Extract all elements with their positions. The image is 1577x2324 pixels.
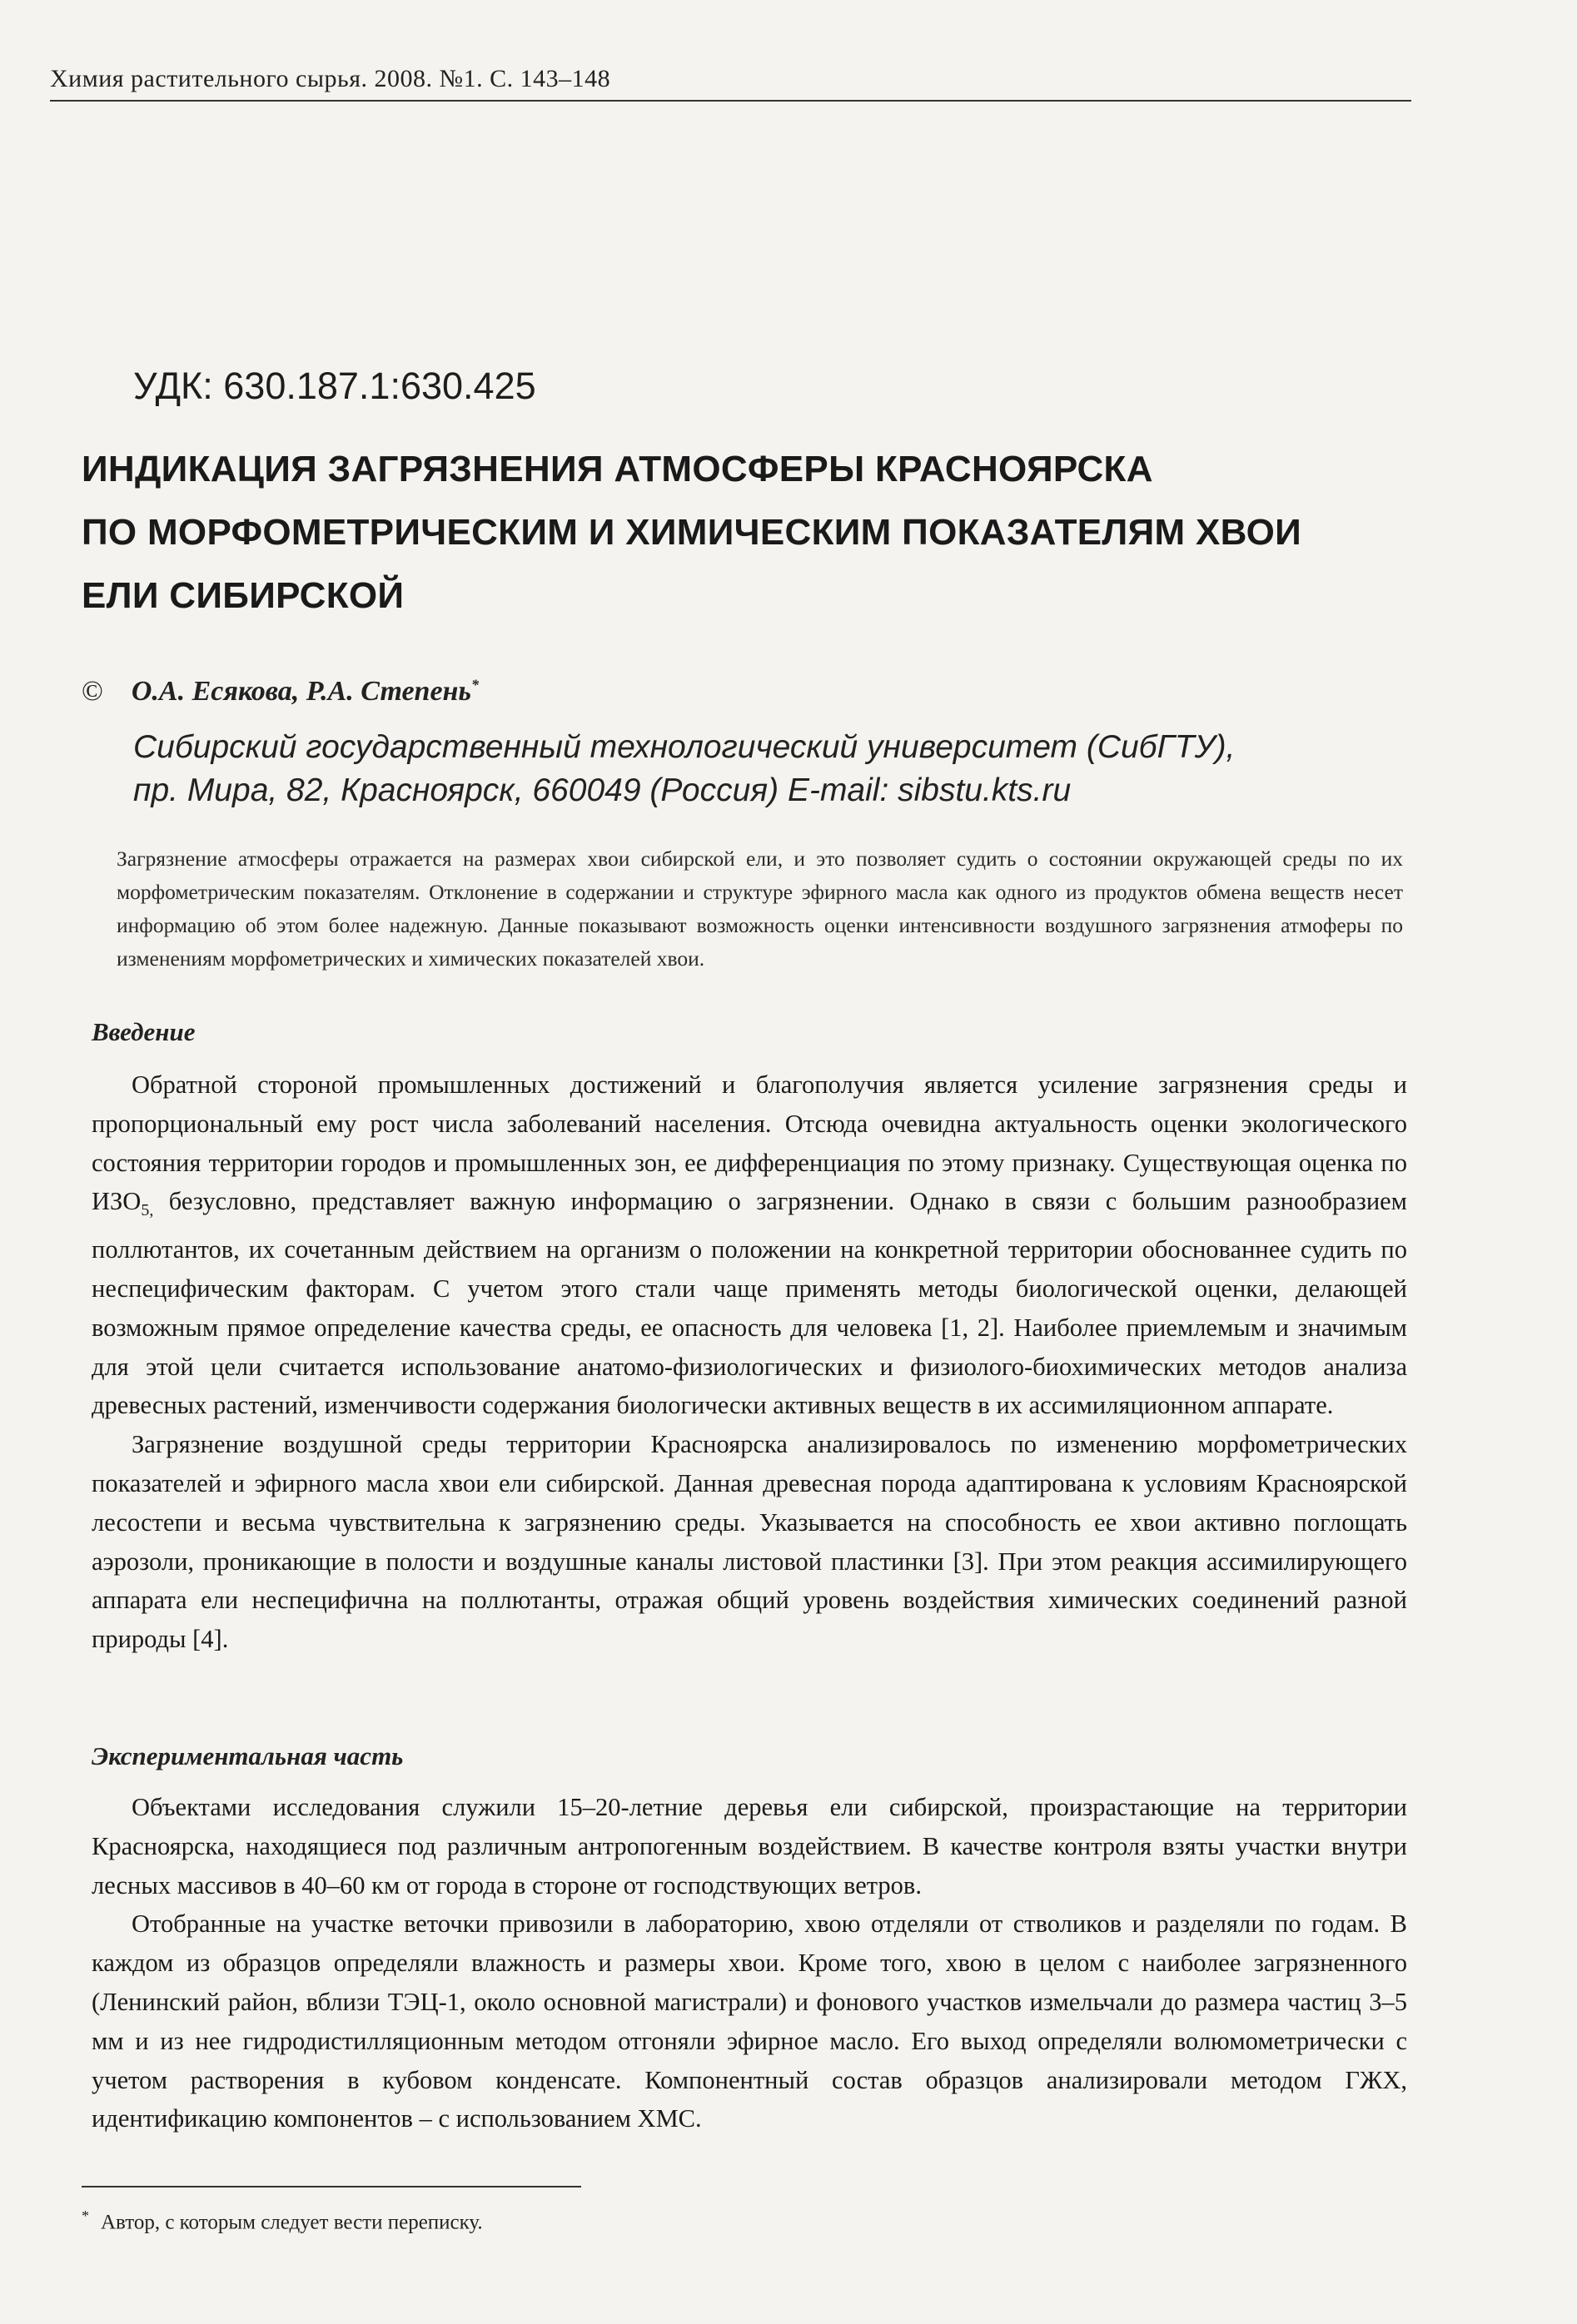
section-heading-intro: Введение: [92, 1017, 196, 1046]
author-mark: *: [470, 676, 479, 693]
footnote-rule: [82, 2186, 581, 2187]
intro-paragraph-1: Обратной стороной промышленных достижений и благополучия является усиление загрязнения среды и пропорциональный ему рост числа заболеваний населения. Отсюда очевидна актуальность оценки экологического состояния территории городов и промышленных зон, ее дифференциация по этому признаку. Существующая оценка по $ИЗО_{5,}$ безусловно, представляет важную информацию о загрязнении. Однако в связи с большим разнообразием поллютантов, их сочетанным действием на организм о положении на конкретной территории обоснованнее судить по неспецифическим факторам. С учетом этого стали чаще применять методы биологической оценки, делающей возможным прямое определение качества среды, ее опасность для человека [1, 2]. Наиболее приемлемым и значимым для этой цели считается использование анатомо-физиологических и физиолого-биохимических методов анализа древесных растений, изменчивости содержания биологически активных веществ в их ассимиляционном аппарате.: [92, 1070, 1407, 1420]
affiliation-line-1: Сибирский государственный технологический университет (СибГТУ),: [133, 729, 1236, 765]
abstract: Загрязнение атмосферы отражается на размерах хвои сибирской ели, и это позволяет судить о состоянии окружающей среды по их морфометрическим показателям. Отклонение в содержании и структуре эфирного масла как одного из продуктов обмена веществ несет информацию об этом более надежную. Данные показывают возможность оценки интенсивности воздушного загрязнения атмоферы по изменениям морфометрических и химических показателей хвои.: [117, 847, 1403, 971]
experimental-paragraph-1: Объектами исследования служили 15–20-летние деревья ели сибирской, произрастающие на территории Красноярска, находящиеся под различным антропогенным воздействием. В качестве контроля взяты участки внутри лесных массивов в 40–60 км от города в стороне от господствующих ветров.: [92, 1793, 1407, 1899]
title-line-3: ЕЛИ СИБИРСКОЙ: [82, 575, 405, 616]
copyright-sign: ©: [82, 676, 103, 707]
section-heading-experimental: Экспериментальная часть: [92, 1741, 404, 1770]
udk-code: УДК: 630.187.1:630.425: [133, 365, 536, 407]
article-title: [82, 438, 1397, 628]
experimental-body: [92, 1788, 1407, 2138]
author-names: О.А. Есякова, Р.А. Степень: [131, 676, 471, 707]
affiliation: [133, 726, 1382, 812]
footnote: [82, 2207, 483, 2234]
intro-body: [92, 1065, 1407, 1659]
running-header: Химия растительного сырья. 2008. №1. С. 143–148: [50, 65, 611, 92]
footnote-mark: *: [82, 2207, 89, 2224]
title-line-1: ИНДИКАЦИЯ ЗАГРЯЗНЕНИЯ АТМОСФЕРЫ КРАСНОЯРСКА: [82, 449, 1153, 489]
subscript: 5,: [141, 1201, 154, 1220]
header-rule: [50, 100, 1411, 102]
intro-paragraph-2: Загрязнение воздушной среды территории Красноярска анализировалось по изменению морфометрических показателей и эфирного масла хвои ели сибирской. Данная древесная порода адаптирована к условиям Красноярской лесостепи и весьма чувствительна к загрязнению среды. Указывается на способность ее хвои активно поглощать аэрозоли, проникающие в полости и воздушные каналы листовой пластинки [3]. При этом реакция ассимилирующего аппарата ели неспецифична на поллютанты, отражая общий уровень воздействия химических соединений разной природы [4].: [92, 1430, 1407, 1654]
affiliation-line-2: пр. Мира, 82, Красноярск, 660049 (Россия) E-mail: sibstu.kts.ru: [133, 772, 1072, 808]
footnote-text: Автор, с которым следует вести переписку.: [101, 2211, 483, 2234]
experimental-paragraph-2: Отобранные на участке веточки привозили в лабораторию, хвою отделяли от стволиков и разделяли по годам. В каждом из образцов определяли влажность и размеры хвои. Кроме того, хвою в целом с наиболее загрязненного (Ленинский район, вблизи ТЭЦ-1, около основной магистрали) и фонового участков измельчали до размера частиц 3–5 мм и из нее гидродистилляционным методом отгоняли эфирное масло. Его выход определяли волюмометрически с учетом растворения в кубовом конденсате. Компонентный состав образцов анализировали методом ГЖХ, идентификацию компонентов – с использованием ХМС.: [92, 1909, 1407, 2133]
authors: [82, 676, 479, 708]
title-line-2: ПО МОРФОМЕТРИЧЕСКИМ И ХИМИЧЕСКИМ ПОКАЗАТЕЛЯМ ХВОИ: [82, 512, 1302, 553]
